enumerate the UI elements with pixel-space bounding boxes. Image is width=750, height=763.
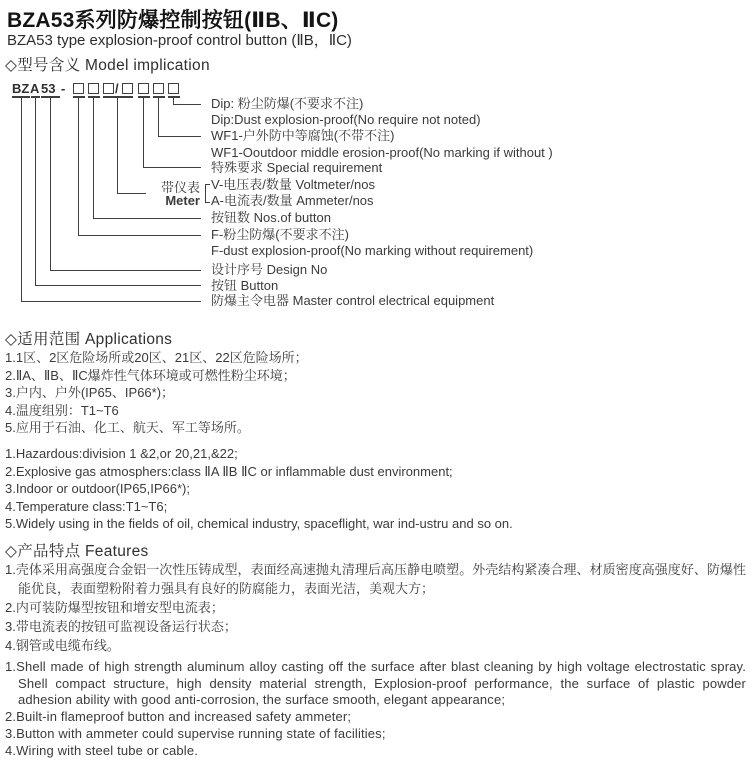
model-implication-heading: ◇型号含义 Model implication: [5, 57, 210, 74]
meter-label-en: Meter: [165, 193, 200, 208]
model-code-part: A: [30, 81, 40, 96]
applications-heading: ◇适用范围 Applications: [5, 331, 173, 348]
list-item: 1.壳体采用高强度合金铝一次性压铸成型，表面经高速抛丸清理后高压静电喷塑。外壳结构紧凑合理、材质密度高强度好、防爆性能优良，表面塑粉附着力强具有良好的防腐能力，表面光洁，美观大方；: [5, 562, 746, 596]
model-label: Dip:Dust explosion-proof(No require not noted): [211, 112, 481, 127]
model-code-part: BZ: [12, 81, 30, 96]
model-code-dash: -: [61, 81, 66, 96]
list-item: 2.Explosive gas atmosphers:class ⅡA ⅡB ⅡC or inflammable dust environment;: [5, 463, 453, 479]
list-item: 4.Wiring with steel tube or cable.: [5, 742, 198, 758]
list-item: 4.温度组别：T1~T6: [5, 402, 119, 418]
model-label: WF1-Ooutdoor middle erosion-proof(No marking if without ): [211, 145, 553, 160]
model-code-box: [88, 83, 99, 94]
model-label: F-dust explosion-proof(No marking without requirement): [211, 243, 534, 258]
list-item: 2.ⅡA、ⅡB、ⅡC爆炸性气体环境或可燃性粉尘环境；: [5, 367, 296, 383]
model-label: A-电流表/数量 Ammeter/nos: [211, 193, 374, 208]
model-code-slash: /: [115, 81, 119, 96]
model-code-box: [122, 83, 133, 94]
list-item: 1.Shell made of high strength aluminum alloy casting off the surface after blast cleaning by high voltage electrostatic spray. Shell compact structure, high density material strength, Explosion-proof performance, the surface of plastic powder adhesion ability with good anti-corrosion, the surface smooth, elegant appearance;: [5, 659, 746, 708]
applications-list-cn: [5, 349, 308, 437]
model-label: V-电压表/数量 Voltmeter/nos: [211, 177, 375, 192]
product-title-en: BZA53 type explosion-proof control button (ⅡB，ⅡC): [7, 32, 352, 49]
model-label: 特殊要求 Special requirement: [211, 160, 383, 175]
model-code-box: [153, 83, 164, 94]
list-item: 5.Widely using in the fields of oil, chemical industry, spaceflight, war ind-ustru and so on.: [5, 516, 513, 531]
model-label: Dip: 粉尘防爆(不要求不注): [211, 96, 364, 111]
list-item: 3.Button with ammeter could supervise running state of facilities;: [5, 725, 386, 741]
model-label: WF1-户外防中等腐蚀(不带不注): [211, 128, 395, 143]
model-label: 按钮 Button: [211, 278, 279, 293]
features-heading: ◇产品特点 Features: [5, 543, 149, 560]
list-item: 2.内可装防爆型按钮和增安型电流表；: [5, 600, 224, 615]
list-item: 5.应用于石油、化工、航天、军工等场所。: [5, 420, 250, 435]
model-code-box: [138, 83, 149, 94]
product-title-cn: BZA53系列防爆控制按钮(ⅡB、ⅡC): [7, 9, 339, 32]
list-item: 1.Hazardous:division 1 &2,or 20,21,&22;: [5, 446, 238, 461]
features-list-en: [5, 659, 746, 759]
meter-bracket: [205, 184, 210, 203]
model-label: 设计序号 Design No: [211, 262, 328, 277]
list-item: 4.钢管或电缆布线。: [5, 638, 120, 653]
features-list-cn: [5, 560, 746, 655]
model-label: 防爆主令电器 Master control electrical equipment: [211, 293, 495, 308]
list-item: 3.Indoor or outdoor(IP65,IP66*);: [5, 481, 191, 496]
model-code-part: 53: [41, 81, 56, 96]
model-code-box: [73, 83, 84, 94]
list-item: 3.户内、户外(IP65、IP66*)；: [5, 385, 175, 400]
model-code-box: [168, 83, 179, 94]
applications-list-en: [5, 445, 513, 533]
list-item: 4.Temperature class:T1~T6;: [5, 498, 168, 514]
meter-label-cn: 带仪表: [160, 180, 200, 195]
list-item: 3.带电流表的按钮可监视设备运行状态；: [5, 619, 237, 634]
model-label: F-粉尘防爆(不要求不注): [211, 227, 349, 242]
model-label: 按钮数 Nos.of button: [211, 210, 331, 225]
model-code-box: [103, 83, 114, 94]
list-item: 2.Built-in flameproof button and increased safety ammeter;: [5, 709, 352, 725]
list-item: 1.1区、2区危险场所或20区、21区、22区危险场所；: [5, 350, 308, 365]
